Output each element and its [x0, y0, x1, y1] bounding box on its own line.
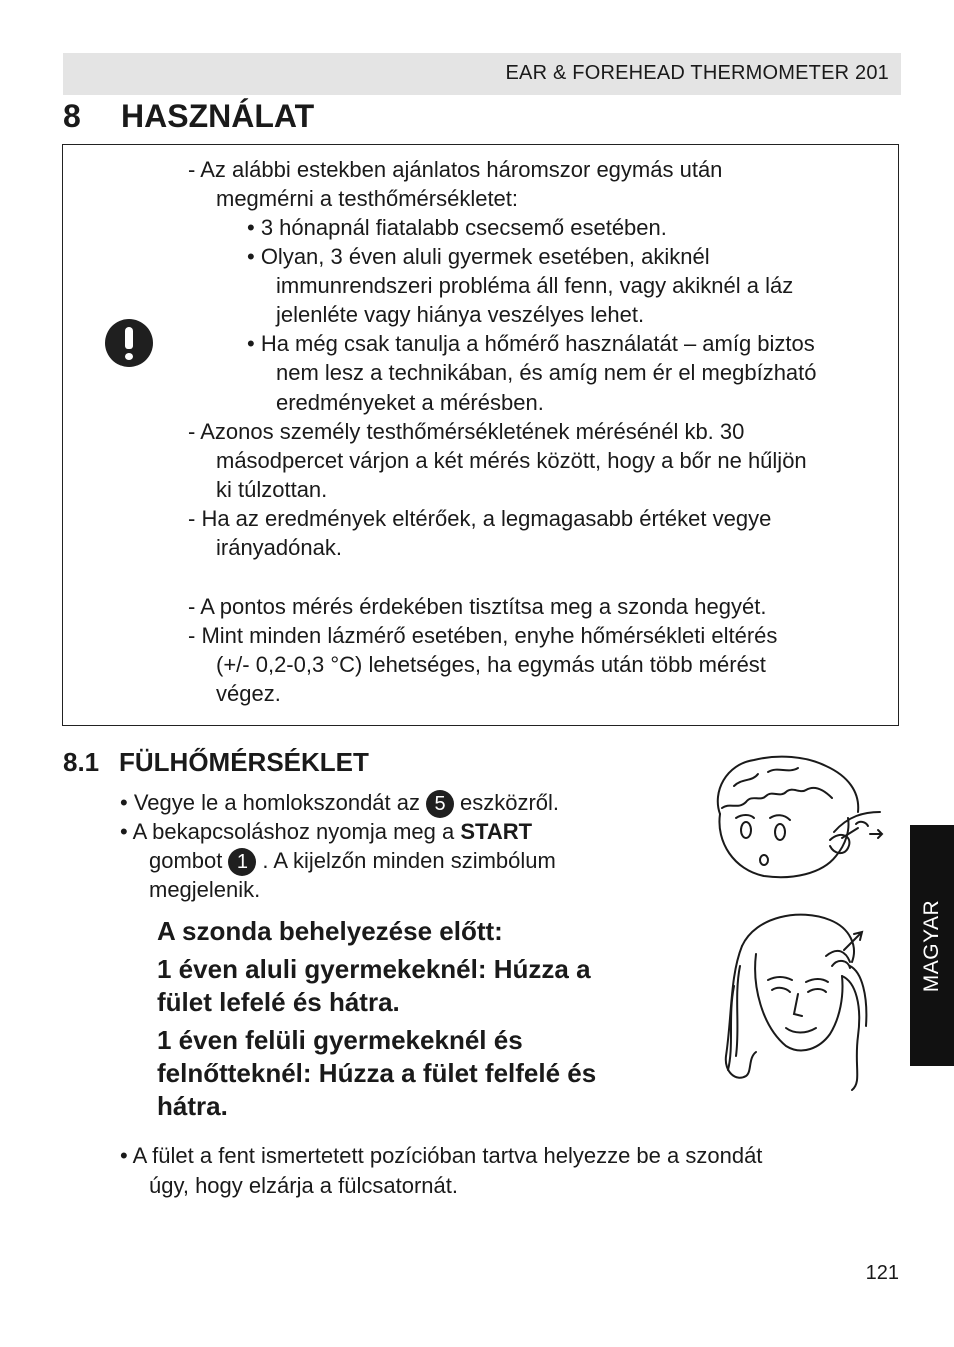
warning-line: másodpercet várjon a két mérés között, hogy a bőr ne hűljön	[216, 448, 807, 473]
step-text: gombot	[149, 848, 223, 873]
final-step: • A fület a fent ismertetett pozícióban tartva helyezze be a szondát	[120, 1143, 763, 1168]
adult-ear-illustration	[722, 906, 872, 1094]
warning-bullet: • Ha még csak tanulja a hőmérő használatát – amíg biztos	[247, 331, 815, 356]
step-text: • Vegye le a homlokszondát az	[120, 790, 420, 815]
instruction-adult: felnőtteknél: Húzza a fület felfelé és	[157, 1058, 597, 1088]
step-text: • A bekapcsoláshoz nyomja meg a	[120, 819, 455, 844]
page-number: 121	[865, 1262, 899, 1284]
subsection-title-text: FÜLHŐMÉRSÉKLET	[119, 747, 369, 777]
step-power-on	[120, 817, 532, 846]
step-remove-probe	[120, 788, 559, 818]
step-power-on-cont: megjelenik.	[149, 877, 261, 902]
badge-1-icon: 1	[228, 848, 256, 876]
warning-line: (+/- 0,2-0,3 °C) lehetséges, ha egymás után több mérést	[216, 652, 766, 677]
warning-line: immunrendszeri probléma áll fenn, vagy akiknél a láz	[276, 273, 794, 298]
instruction-adult: hátra.	[157, 1091, 228, 1121]
warning-line: - Az alábbi estekben ajánlatos háromszor egymás után	[188, 157, 723, 182]
exclamation-icon	[105, 319, 153, 367]
warning-line: - Ha az eredmények eltérőek, a legmagasabb értéket vegye	[188, 506, 772, 531]
final-step: úgy, hogy elzárja a fülcsatornát.	[149, 1173, 458, 1198]
subsection-title	[63, 747, 369, 778]
header-bar	[63, 53, 901, 95]
header-title: EAR & FOREHEAD THERMOMETER 201	[505, 62, 889, 84]
warning-line: nem lesz a technikában, és amíg nem ér el megbízható	[276, 360, 817, 385]
start-label: START	[460, 819, 533, 844]
warning-line: végez.	[216, 681, 281, 706]
warning-line: eredményeket a mérésben.	[276, 390, 544, 415]
warning-line: ki túlzottan.	[216, 477, 328, 502]
section-title-text: HASZNÁLAT	[121, 98, 315, 134]
subsection-number: 8.1	[63, 747, 100, 777]
warning-line: megmérni a testhőmérsékletet:	[216, 186, 519, 211]
warning-line: irányadónak.	[216, 535, 342, 560]
instruction-child: 1 éven aluli gyermekeknél: Húzza a	[157, 954, 591, 984]
language-tab	[910, 825, 954, 1066]
instruction-heading: A szonda behelyezése előtt:	[157, 916, 503, 946]
step-text: . A kijelzőn minden szimbólum	[262, 848, 556, 873]
step-power-on-cont	[149, 846, 556, 876]
warning-bullet: • Olyan, 3 éven aluli gyermek esetében, akiknél	[247, 244, 710, 269]
instruction-adult: 1 éven felüli gyermekeknél és	[157, 1025, 523, 1055]
section-number: 8	[63, 98, 81, 134]
warning-bullet: • 3 hónapnál fiatalabb csecsemő esetében.	[247, 215, 667, 240]
warning-line: - Azonos személy testhőmérsékletének mérésénél kb. 30	[188, 419, 745, 444]
section-title	[63, 98, 314, 135]
warning-line: jelenléte vagy hiánya veszélyes lehet.	[276, 302, 645, 327]
child-ear-illustration	[708, 752, 888, 882]
instruction-child: fület lefelé és hátra.	[157, 987, 400, 1017]
language-tab-label: MAGYAR	[920, 899, 943, 992]
badge-5-icon: 5	[426, 790, 454, 818]
warning-line: - A pontos mérés érdekében tisztítsa meg a szonda hegyét.	[188, 594, 767, 619]
warning-line: - Mint minden lázmérő esetében, enyhe hőmérsékleti eltérés	[188, 623, 778, 648]
step-text: eszközről.	[460, 790, 560, 815]
